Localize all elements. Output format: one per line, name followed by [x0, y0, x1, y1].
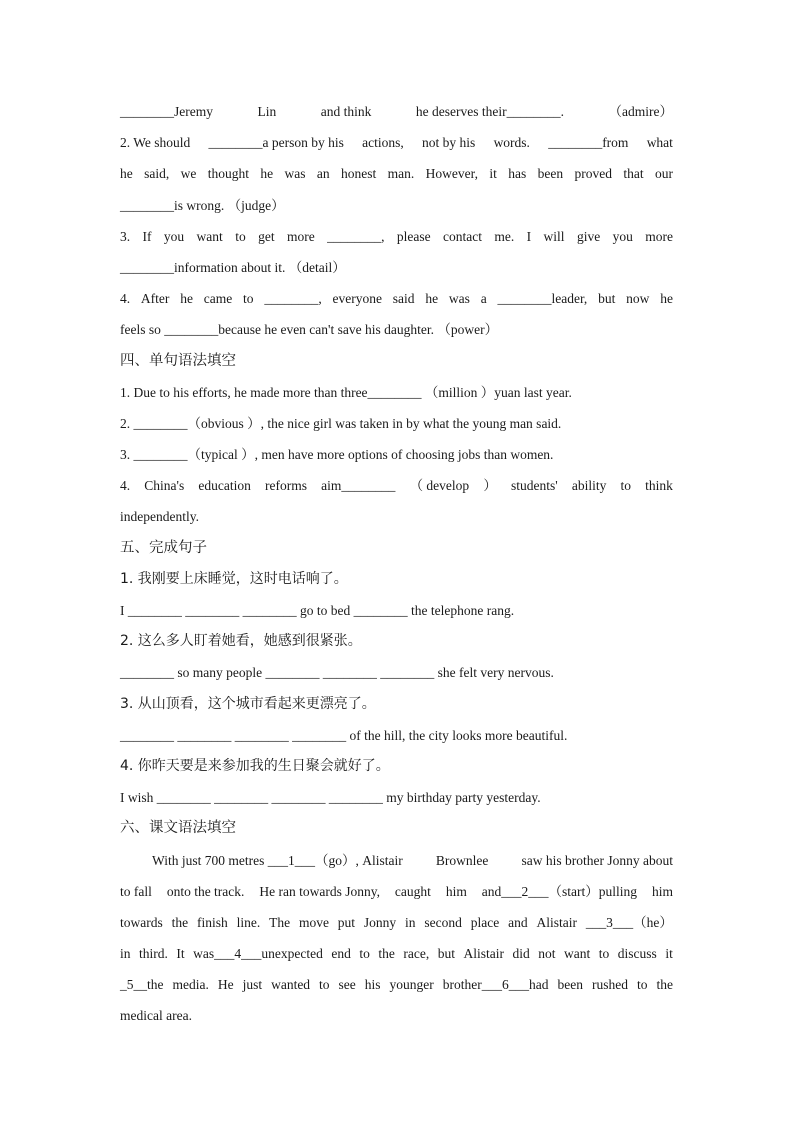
text-line: 2. ________（obvious ）, the nice girl was taken in by what the young man said.: [120, 415, 562, 431]
word-group: The: [269, 914, 291, 930]
word-group: it: [489, 166, 497, 182]
text-line: 1. Due to his efforts, he made more than three________ （million ）yuan last year.: [120, 384, 572, 400]
word-group: the: [171, 914, 189, 930]
word-group: actions,: [362, 135, 404, 151]
word-group: was: [448, 291, 470, 307]
word-group: just: [242, 977, 263, 993]
english-answer-line: I ________ ________ ________ go to bed ________ the telephone rang.: [120, 603, 515, 618]
word-group: to: [620, 478, 632, 494]
word-group: towards: [120, 914, 163, 930]
word-group: younger: [389, 977, 434, 993]
word-group: reforms: [265, 478, 307, 494]
word-group: line.: [236, 914, 261, 930]
text-line: [120, 127, 673, 158]
worksheet-page: [120, 96, 673, 1032]
word-group: （ develop: [409, 478, 470, 494]
word-group: thought: [207, 166, 250, 182]
word-group: ___3___（he）: [585, 914, 673, 930]
passage-line: [120, 938, 673, 969]
word-group: He: [217, 977, 234, 993]
word-group: now: [626, 291, 650, 307]
word-group: he: [260, 166, 274, 182]
passage-line: [120, 845, 673, 876]
word-group: saw his brother Jonny about: [521, 852, 673, 868]
word-group: words.: [493, 135, 530, 151]
word-group: ________Jeremy: [120, 104, 213, 119]
text-line: [120, 283, 673, 314]
word-group: China's: [144, 478, 185, 494]
word-group: he: [660, 291, 673, 307]
word-group: place: [470, 914, 500, 930]
word-group: not: [538, 946, 556, 962]
word-group: an: [316, 166, 330, 182]
english-answer-line: ________ so many people ________ ________ ________ she felt very nervous.: [120, 665, 554, 681]
word-group: to: [636, 977, 648, 993]
text-line: [120, 96, 673, 127]
text-line: [120, 470, 673, 501]
word-group: caught: [394, 883, 431, 899]
word-group: a: [480, 291, 487, 307]
word-group: ability: [571, 478, 607, 494]
word-group: in: [120, 946, 131, 962]
word-group: him: [445, 883, 467, 899]
text-line: 3. ________（typical ）, men have more options of choosing jobs than women.: [120, 447, 554, 463]
word-group: ________,: [327, 228, 385, 244]
word-group: 2. We should: [120, 135, 191, 151]
word-group: to: [598, 946, 610, 962]
word-group: give: [576, 228, 601, 244]
chinese-prompt: 3. 从山顶看，这个城市看起来更漂亮了。: [120, 695, 376, 712]
word-group: in: [405, 914, 416, 930]
word-group: Jonny: [363, 914, 397, 930]
word-group: been: [537, 166, 564, 182]
word-group: Lin: [257, 104, 277, 119]
word-group: but: [598, 291, 616, 307]
word-group: but: [437, 946, 455, 962]
word-group: race,: [403, 946, 430, 962]
word-group: media.: [172, 977, 209, 993]
word-group: If: [142, 228, 152, 244]
word-group: has: [508, 166, 527, 182]
word-group: move: [298, 914, 329, 930]
chinese-prompt: 2. 这么多人盯着她看，她感到很紧张。: [120, 633, 362, 650]
word-group: you: [612, 228, 633, 244]
word-group: was: [284, 166, 306, 182]
word-group: aim________: [321, 478, 396, 494]
word-group: to: [235, 228, 246, 244]
word-group: finish: [196, 914, 228, 930]
word-group: ________leader,: [497, 291, 588, 307]
word-group: get: [258, 228, 275, 244]
word-group: and think: [320, 104, 372, 119]
word-group: rushed: [591, 977, 628, 993]
word-group: Alistair: [536, 914, 577, 930]
word-group: more: [286, 228, 315, 244]
word-group: second: [424, 914, 462, 930]
word-group: I: [526, 228, 532, 244]
word-group: ________a person by his: [208, 135, 344, 151]
passage-line: medical area.: [120, 1008, 192, 1024]
word-group: put: [337, 914, 356, 930]
section-heading: 六、课文语法填空: [120, 820, 236, 837]
word-group: to: [243, 291, 254, 307]
word-group: contact: [443, 228, 482, 244]
word-group: want: [564, 946, 591, 962]
word-group: end: [331, 946, 351, 962]
word-group: said: [392, 291, 415, 307]
word-group: him: [651, 883, 673, 899]
word-group: _5__the: [120, 977, 164, 993]
word-group: said,: [144, 166, 170, 182]
word-group: and: [508, 914, 528, 930]
word-group: came: [203, 291, 233, 307]
word-group: After: [140, 291, 170, 307]
word-group: you: [163, 228, 185, 244]
word-group: think: [645, 478, 673, 494]
word-group: Brownlee: [435, 852, 489, 868]
word-group: It: [176, 946, 185, 962]
word-group: that: [623, 166, 644, 182]
text-line: [120, 158, 673, 189]
text-line: [120, 221, 673, 252]
word-group: discuss: [617, 946, 657, 962]
word-group: he: [120, 166, 133, 182]
word-group: He ran towards Jonny,: [259, 883, 380, 899]
word-group: will: [543, 228, 565, 244]
word-group: ）: [483, 478, 497, 494]
word-group: students': [511, 478, 558, 494]
chinese-prompt: 4. 你昨天要是来参加我的生日聚会就好了。: [120, 757, 390, 774]
word-group: was___4___unexpected: [193, 946, 323, 962]
word-group: ________from: [548, 135, 629, 151]
word-group: and___2___（start）pulling: [481, 883, 638, 899]
word-group: more: [645, 228, 673, 244]
passage-line: [120, 876, 673, 907]
word-group: the: [378, 946, 395, 962]
passage-line: [120, 969, 673, 1000]
word-group: ________,: [264, 291, 322, 307]
word-group: he: [425, 291, 439, 307]
word-group: man.: [387, 166, 415, 182]
word-group: wanted: [271, 977, 311, 993]
section-heading: 四、单句语法填空: [120, 352, 236, 369]
text-line: ________information about it. （detail）: [120, 259, 346, 275]
word-group: With just 700 metres ___1___（go）, Alistair: [152, 852, 403, 868]
word-group: everyone: [332, 291, 382, 307]
word-group: 3.: [120, 228, 131, 244]
word-group: our: [654, 166, 673, 182]
word-group: to: [319, 977, 330, 993]
word-group: his: [364, 977, 381, 993]
word-group: 4.: [120, 478, 131, 494]
word-group: education: [198, 478, 251, 494]
word-group: onto the track.: [166, 883, 245, 899]
word-group: please: [396, 228, 431, 244]
word-group: 4.: [120, 291, 131, 307]
word-group: （admire）: [608, 104, 673, 119]
word-group: brother___6___had: [442, 977, 549, 993]
word-group: did: [512, 946, 530, 962]
word-group: However,: [425, 166, 478, 182]
word-group: we: [180, 166, 197, 182]
word-group: me.: [494, 228, 515, 244]
english-answer-line: I wish ________ ________ ________ ________ my birthday party yesterday.: [120, 790, 541, 806]
word-group: the: [656, 977, 673, 993]
word-group: he: [180, 291, 193, 307]
english-answer-line: ________ ________ ________ ________ of the hill, the city looks more beautiful.: [120, 727, 568, 743]
word-group: been: [557, 977, 583, 993]
word-group: proved: [574, 166, 612, 182]
word-group: Alistair: [463, 946, 504, 962]
text-line: independently.: [120, 509, 199, 525]
word-group: it: [665, 946, 673, 962]
passage-line: [120, 907, 673, 938]
section-heading: 五、完成句子: [120, 539, 207, 556]
chinese-prompt: 1. 我刚要上床睡觉，这时电话响了。: [120, 570, 348, 587]
text-line: feels so ________because he even can't save his daughter. （power）: [120, 322, 499, 338]
word-group: see: [338, 977, 356, 993]
word-group: honest: [341, 166, 377, 182]
word-group: to fall: [120, 883, 152, 899]
word-group: not by his: [422, 135, 476, 151]
word-group: want: [196, 228, 223, 244]
word-group: what: [646, 135, 673, 151]
word-group: to: [359, 946, 370, 962]
text-line: ________is wrong. （judge）: [120, 197, 285, 213]
word-group: he deserves their________.: [415, 104, 564, 119]
word-group: third.: [139, 946, 168, 962]
